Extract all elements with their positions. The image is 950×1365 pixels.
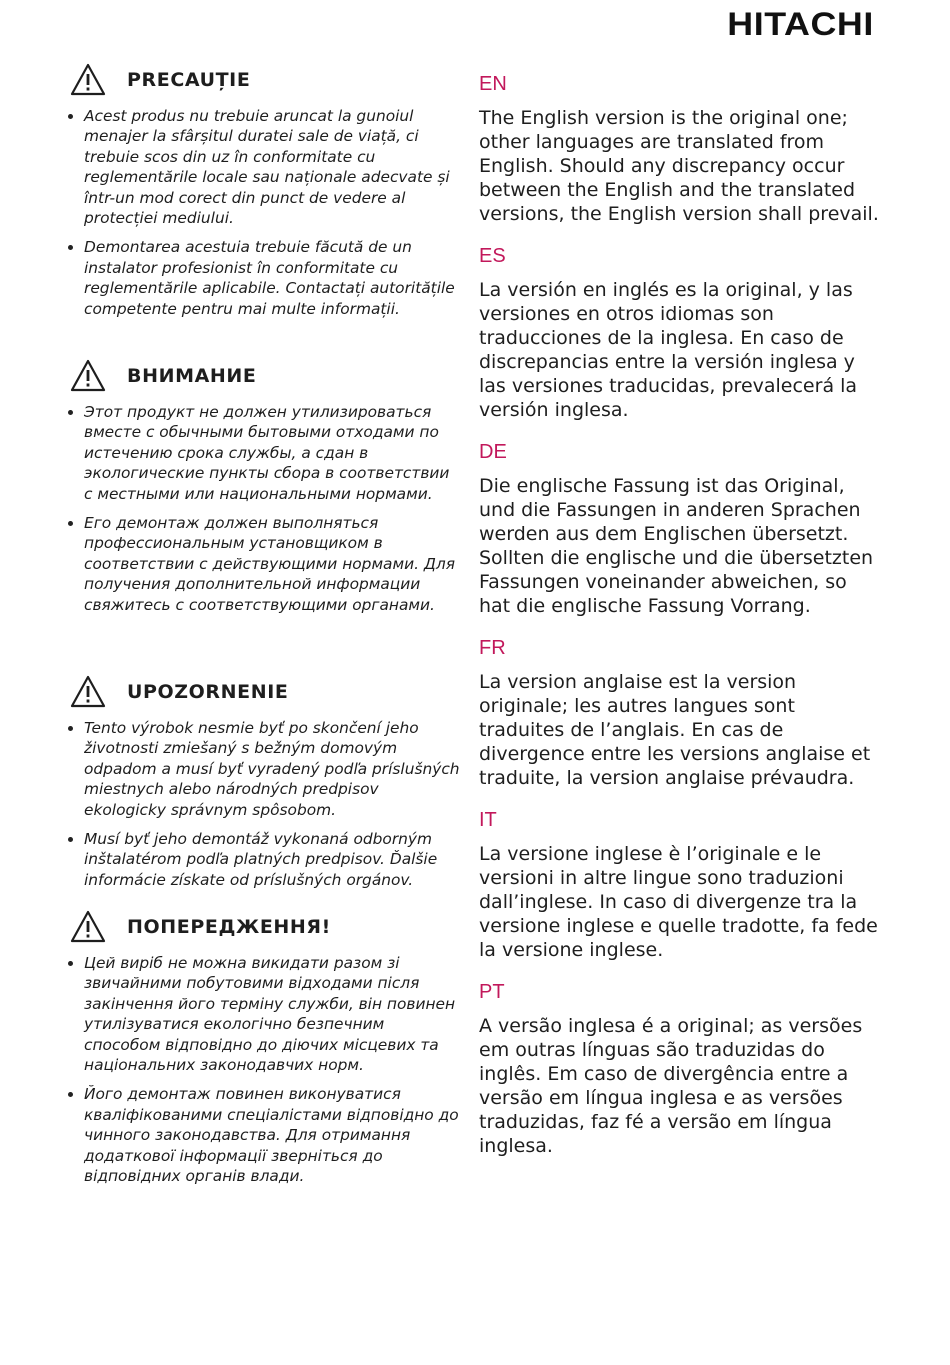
warning-block-ru xyxy=(66,356,462,672)
warning-block-uk xyxy=(66,907,462,1186)
warning-item: Этот продукт не должен утилизироваться вместе с обычными бытовыми отходами по истечению срока службы, а сдан в экологические пункты сбора в соответствии с местными или национальными нормами. xyxy=(66,402,462,504)
warning-triangle-icon xyxy=(70,910,106,944)
language-notes-column xyxy=(479,72,879,1176)
language-note-fr xyxy=(479,636,879,790)
warning-list xyxy=(66,402,462,615)
language-note-es xyxy=(479,244,879,422)
warnings-column xyxy=(66,60,462,1210)
warning-triangle-icon xyxy=(70,359,106,393)
language-text: The English version is the original one; other languages are translated from English. Should any discrepancy occur between the English and the translated versions, the English version shall prevail. xyxy=(479,107,879,225)
language-text: A versão inglesa é a original; as versões em outras línguas são traduzidas do inglês. Em caso de divergência entre a versão em língua inglesa e as versões traduzidas, faz fé a versão em língua inglesa. xyxy=(479,1015,863,1157)
language-text: La versión en inglés es la original, y las versiones en otros idiomas son traducciones de la inglesa. En caso de discrepancias entre la versión inglesa y las versiones traducidas, prevalecerá la versión inglesa. xyxy=(479,279,858,421)
warning-heading xyxy=(66,672,462,712)
warning-title: ПОПЕРЕДЖЕННЯ! xyxy=(127,916,331,938)
warning-heading xyxy=(66,60,462,100)
warning-item: Його демонтаж повинен виконуватися кваліфікованими спеціалістами відповідно до чинного законодавства. Для отримання додаткової інформації зверніться до відповідних органів влади. xyxy=(66,1084,462,1186)
warning-triangle-icon xyxy=(70,675,106,709)
warning-list xyxy=(66,953,462,1186)
warning-list xyxy=(66,106,462,319)
language-text: La versione inglese è l’originale e le versioni in altre lingue sono traduzioni dall’inglese. In caso di divergenze tra la versione inglese e quelle tradotte, fa fede la versione inglese. xyxy=(479,843,878,961)
language-note-de xyxy=(479,440,879,618)
language-code: ES xyxy=(479,245,506,267)
warning-item: Acest produs nu trebuie aruncat la gunoiul menajer la sfârșitul duratei sale de viață, ci trebuie scos din uz în conformitate cu reglementările locale sau naționale adecvate și într-un mod corect din punct de vedere al protecției mediului. xyxy=(66,106,462,228)
language-code: PT xyxy=(479,981,505,1003)
warning-block-sk xyxy=(66,672,462,907)
warning-list xyxy=(66,718,462,890)
warning-title: PRECAUȚIE xyxy=(127,69,251,91)
language-note-it xyxy=(479,808,879,962)
language-code: IT xyxy=(479,809,497,831)
warning-title: ВНИМАНИЕ xyxy=(127,365,257,387)
language-code: DE xyxy=(479,441,507,463)
warning-block-ro xyxy=(66,60,462,356)
warning-item: Tento výrobok nesmie byť po skončení jeho životnosti zmiešaný s bežným domovým odpadom a musí byť vyradený podľa príslušných miestnych alebo národných predpisov ekologicky správnym spôsobom. xyxy=(66,718,462,820)
language-text: La version anglaise est la version originale; les autres langues sont traduites de l’anglais. En cas de divergence entre les versions anglaise et traduite, la version anglaise prévaudra. xyxy=(479,671,871,789)
language-note-en xyxy=(479,72,879,226)
warning-heading xyxy=(66,356,462,396)
language-code: EN xyxy=(479,73,507,95)
warning-item: Musí byť jeho demontáž vykonaná odborným inštalatérom podľa platných predpisov. Ďalšie informácie získate od príslušných orgánov. xyxy=(66,829,462,890)
language-note-pt xyxy=(479,980,879,1158)
warning-heading xyxy=(66,907,462,947)
warning-item: Его демонтаж должен выполняться профессиональным установщиком в соответствии с действующими нормами. Для получения дополнительной информации свяжитесь с соответствующими органами. xyxy=(66,513,462,615)
warning-triangle-icon xyxy=(70,63,106,97)
language-text: Die englische Fassung ist das Original, und die Fassungen in anderen Sprachen werden aus dem Englischen übersetzt. Sollten die englische und die übersetzten Fassungen voneinander abweichen, so hat die englische Fassung Vorrang. xyxy=(479,475,874,617)
hitachi-logo: HITACHI xyxy=(727,6,874,42)
language-code: FR xyxy=(479,637,506,659)
warning-item: Цей виріб не можна викидати разом зі звичайними побутовими відходами після закінчення його терміну служби, він повинен утилізуватися екологічно безпечним способом відповідно до діючих місцевих та національних законодавчих норм. xyxy=(66,953,462,1075)
warning-title: UPOZORNENIE xyxy=(127,681,289,703)
warning-item: Demontarea acestuia trebuie făcută de un instalator profesionist în conformitate cu reglementările aplicabile. Contactați autoritățile competente pentru mai multe informații. xyxy=(66,237,462,319)
